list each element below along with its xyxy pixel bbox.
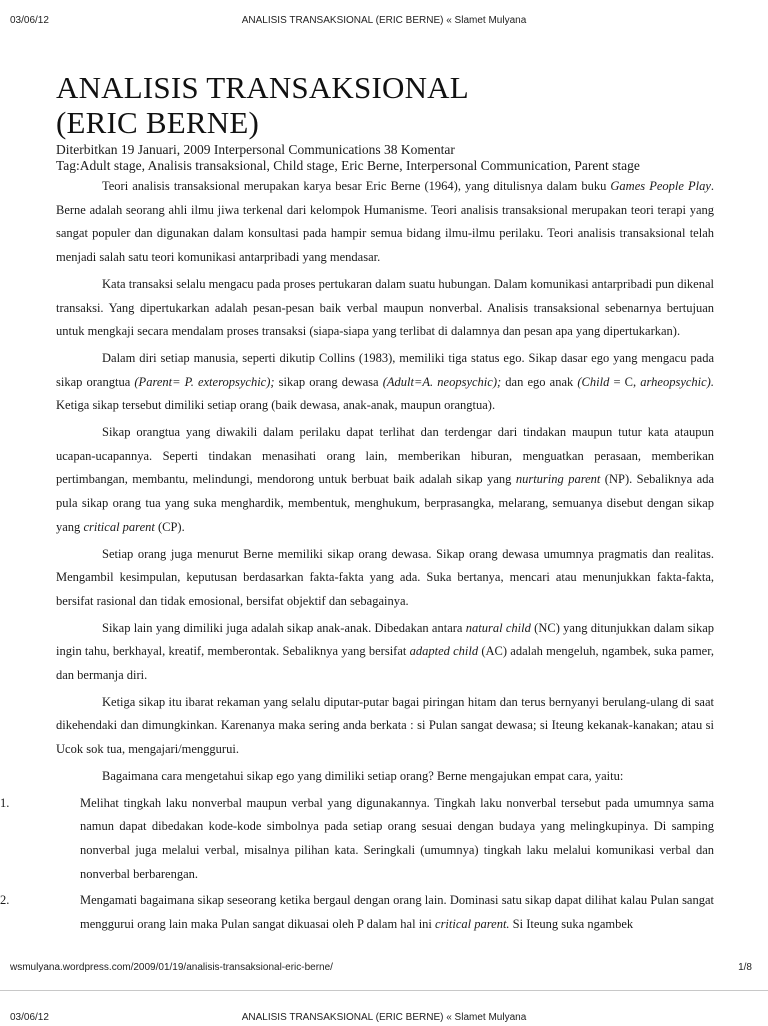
article-body [0,175,715,937]
paragraph: Kata transaksi selalu mengacu pada proses pertukaran dalam suatu hubungan. Dalam komunikasi antarpribadi pun dikenal transaksi. Yang dipertukarkan adalah pesan-pesan baik verbal maupun nonverbal. Analisis transaksional sebenarnya bertujuan untuk mengkaji secara mendalam proses transaksi (siapa-siapa yang terlibat di dalamnya dan pesan apa yang dipertukarkan). [56,276,714,339]
print-page-title: ANALISIS TRANSAKSIONAL (ERIC BERNE) « Slamet Mulyana [241,15,527,26]
paragraph: Setiap orang juga menurut Berne memiliki sikap orang dewasa. Sikap orang dewasa umumnya pragmatis dan realitas. Mengambil kesimpulan, keputusan berdasarkan fakta-fakta yang ada. Suka bertanya, mencari atau menunjukkan fakta-fakta, bersifat rasional dan tidak emosional, bersifat objektif dan sebagainya. [56,546,714,608]
page-url: wsmulyana.wordpress.com/2009/01/19/analisis-transaksional-eric-berne/ [10,962,333,973]
print-page-title: ANALISIS TRANSAKSIONAL (ERIC BERNE) « Slamet Mulyana [241,1012,527,1023]
paragraph: Sikap lain yang dimiliki juga adalah sikap anak-anak. Dibedakan antara natural child (NC) yang ditunjukkan dalam sikap ingin tahu, berkhayal, kreatif, memberontak. Sebaliknya yang bersifat adapted child (AC) adalah mengeluh, ngambek, suka pamer, dan bermanja diri. [56,620,715,683]
article-title [56,70,714,140]
article-title-line-2: (ERIC BERNE) [56,105,260,140]
paragraph: Dalam diri setiap manusia, seperti dikutip Collins (1983), memiliki tiga status ego. Sikap dasar ego yang mengacu pada sikap orangtua (Parent= P. exteropsychic); sikap orang dewasa (Adult=A. neopsychic); dan ego anak (Child = C, arheopsychic). Ketiga sikap tersebut dimiliki setiap orang (baik dewasa, anak-anak, maupun orangtua). [56,350,714,413]
list-item [0,889,714,936]
ego-methods-list [0,792,714,937]
article [0,70,715,940]
list-item-text: Mengamati bagaimana sikap seseorang ketika bergaul dengan orang lain. Dominasi satu sikap dapat dilihat kalau Pulan sangat menggurui orang lain maka Pulan sangat dikuasai oleh P dalam hal ini critical parent. Si Iteung suka ngambek [80,893,714,932]
list-item-text: Melihat tingkah laku nonverbal maupun verbal yang digunakannya. Tingkah laku nonverbal tersebut pada umumnya sama namun dapat dibedakan kode-kode simbolnya pada setiap orang sesuai dengan budaya yang melingkupinya. Di samping nonverbal juga melalui verbal, misalnya pilihan kata. Seringkali (umumnya) tingkah laku melalui komunikasi verbal dan nonverbal berbarengan. [80,795,714,881]
page-number: 1/8 [738,962,752,973]
print-date: 03/06/12 [10,1012,49,1023]
list-item-number: 2. [0,893,10,908]
print-header [0,15,768,29]
list-item [0,792,714,887]
list-item-number: 1. [0,795,10,810]
print-footer [0,962,768,976]
paragraph: Bagaimana cara mengetahui sikap ego yang dimiliki setiap orang? Berne mengajukan empat cara, yaitu: [102,768,624,783]
print-date: 03/06/12 [10,15,49,26]
paragraph: Ketiga sikap itu ibarat rekaman yang selalu diputar-putar bagai piringan hitam dan terus bernyanyi berulang-ulang di saat dikehendaki dan dimungkinkan. Karenanya maka sering anda berkata : si Pulan sangat dewasa; si Iteung kekanak-kanakan; atau si Ucok sok tua, mengajari/menggurui. [56,694,714,757]
page-divider [0,990,768,991]
paragraph: Sikap orangtua yang diwakili dalam perilaku dapat terlihat dan terdengar dari tindakan maupun tutur kata ataupun ucapan-ucapannya. Seperti tindakan menasihati orang lain, memberikan hiburan, menguatkan perasaan, memberikan pertimbangan, membantu, melindungi, mendorong untuk berbuat baik adalah sikap yang nurturing parent (NP). Sebaliknya ada pula sikap orang tua yang suka menghardik, membentuk, menghukum, berprasangka, melarang, semuanya disebut dengan sikap yang critical parent (CP). [56,425,714,534]
article-title-line-1: ANALISIS TRANSAKSIONAL [56,70,469,105]
article-published-meta: Diterbitkan 19 Januari, 2009 Interpersonal Communications 38 Komentar [56,142,455,157]
article-tags: Tag:Adult stage, Analisis transaksional, Child stage, Eric Berne, Interpersonal Communication, Parent stage [56,158,640,173]
paragraph: Teori analisis transaksional merupakan karya besar Eric Berne (1964), yang ditulisnya dalam buku Games People Play. Berne adalah seorang ahli ilmu jiwa terkenal dari kelompok Humanisme. Teori analisis transaksional merupakan teori terapi yang sangat populer dan digunakan dalam konsultasi pada hampir semua bidang ilmu-ilmu perilaku. Teori analisis transaksional telah menjadi salah satu teori komunikasi antarpribadi yang mendasar. [56,179,714,265]
